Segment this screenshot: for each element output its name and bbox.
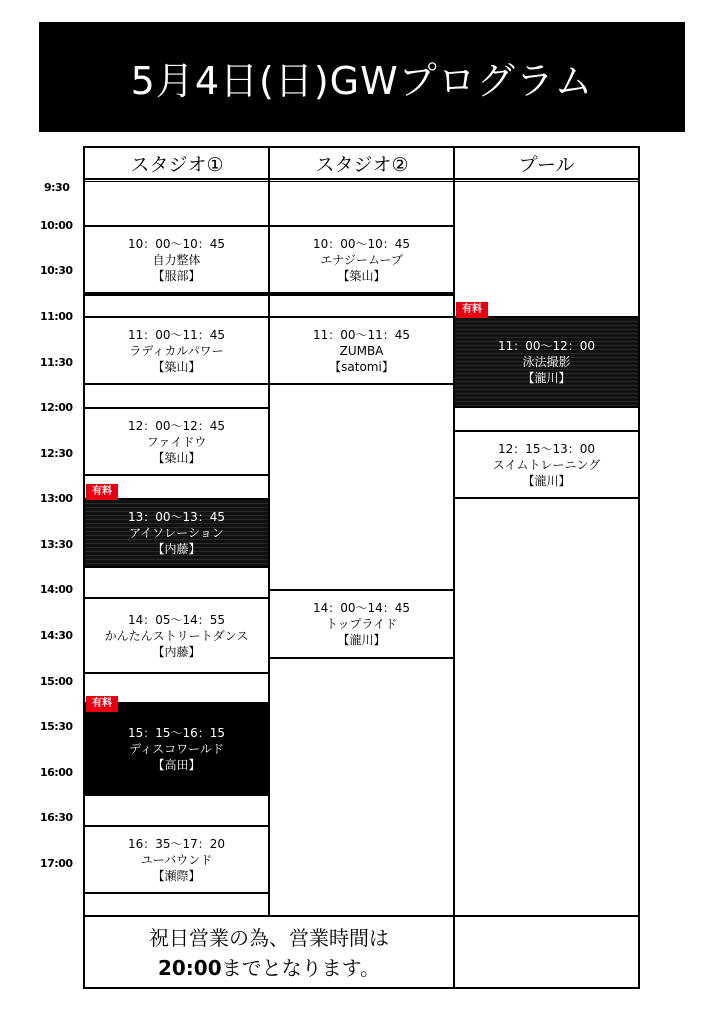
class-name: ZUMBA [339,343,384,358]
class-instructor: 【築山】 [152,450,201,465]
class-time: 15：15〜16：15 [127,726,226,740]
class-instructor: 【瀧川】 [337,633,386,647]
time-label: 13:00 [40,492,73,505]
class-instructor: 【高田】 [152,758,201,772]
class-time: 12：15〜13：00 [497,441,596,456]
class-block[interactable] [85,825,268,894]
time-label: 11:00 [40,310,73,323]
class-time: 14：05〜14：55 [127,612,226,627]
class-name: ラディカルパワー [129,343,224,358]
class-instructor: 【瀧川】 [522,473,571,488]
class-instructor: 【内藤】 [152,542,201,556]
class-name: かんたんストリートダンス [104,628,249,643]
paid-badge: 有料 [86,696,118,712]
time-label: 14:00 [40,583,73,596]
class-instructor: 【築山】 [152,359,201,374]
class-name: アイソレーション [129,526,224,540]
business-hours-note [85,918,453,987]
time-label: 17:00 [40,857,73,870]
class-instructor: 【内藤】 [152,644,201,659]
divider-horizontal [85,178,638,180]
class-time: 10：00〜10：45 [127,236,226,251]
class-name: 泳法撮影 [522,355,571,369]
time-label: 12:00 [40,401,73,414]
time-label: 13:30 [40,538,73,551]
divider-horizontal [85,915,638,917]
class-block[interactable] [270,589,453,659]
class-time: 11：00〜11：45 [127,327,226,342]
class-time: 10：00〜10：45 [312,236,411,251]
class-time: 16：35〜17：20 [127,836,226,851]
time-label: 15:00 [40,675,73,688]
class-time: 12：00〜12：45 [127,418,226,433]
page-title: 5月4日(日)GWプログラム [39,22,685,132]
time-label: 15:30 [40,720,73,733]
class-name: トップライド [325,617,398,631]
time-label: 9:30 [44,181,70,194]
class-time: 14：00〜14：45 [312,601,411,615]
class-instructor: 【satomi】 [329,359,394,374]
class-time: 11：00〜12：00 [497,339,596,353]
class-name: エナジームーブ [320,252,403,267]
class-instructor: 【瀧川】 [522,371,571,385]
class-block[interactable] [270,316,453,385]
time-label: 12:30 [40,447,73,460]
class-name: ディスコワールド [129,742,224,756]
column-header-pool: プール [518,153,575,176]
time-label: 14:30 [40,629,73,642]
class-instructor: 【築山】 [337,268,386,283]
time-label: 10:00 [40,219,73,232]
class-instructor: 【瀬際】 [152,868,201,883]
time-label: 11:30 [40,356,73,369]
time-label: 16:30 [40,811,73,824]
class-block-paid[interactable] [85,498,268,568]
class-instructor: 【服部】 [152,268,201,283]
class-block[interactable] [85,225,268,294]
note-closing-time: 20:00 [157,955,222,980]
class-block-paid[interactable] [455,316,638,408]
note-line2 [158,953,380,983]
class-name: スイムトレーニング [492,457,601,472]
class-block[interactable] [455,430,638,499]
class-name: 自力整体 [152,252,201,267]
divider-horizontal [270,294,453,296]
time-label: 16:00 [40,766,73,779]
class-name: ユーバウンド [140,852,213,867]
class-block[interactable] [85,407,268,476]
time-label: 10:30 [40,264,73,277]
class-name: ファイドウ [146,434,207,449]
class-block[interactable] [85,597,268,674]
note-line1: 祝日営業の為、営業時間は [149,925,389,950]
class-block[interactable] [85,316,268,385]
paid-badge: 有料 [86,484,118,500]
note-line2-rest: までとなります。 [221,955,381,980]
column-header-studio2: スタジオ② [315,153,409,176]
paid-badge: 有料 [456,302,488,318]
divider-horizontal [85,294,268,296]
class-time: 11：00〜11：45 [312,327,411,342]
divider-horizontal [85,181,638,182]
divider-vertical [453,146,455,989]
class-time: 13：00〜13：45 [127,510,226,524]
class-block-paid[interactable] [85,702,268,796]
column-header-studio1: スタジオ① [130,153,224,176]
class-block[interactable] [270,225,453,294]
